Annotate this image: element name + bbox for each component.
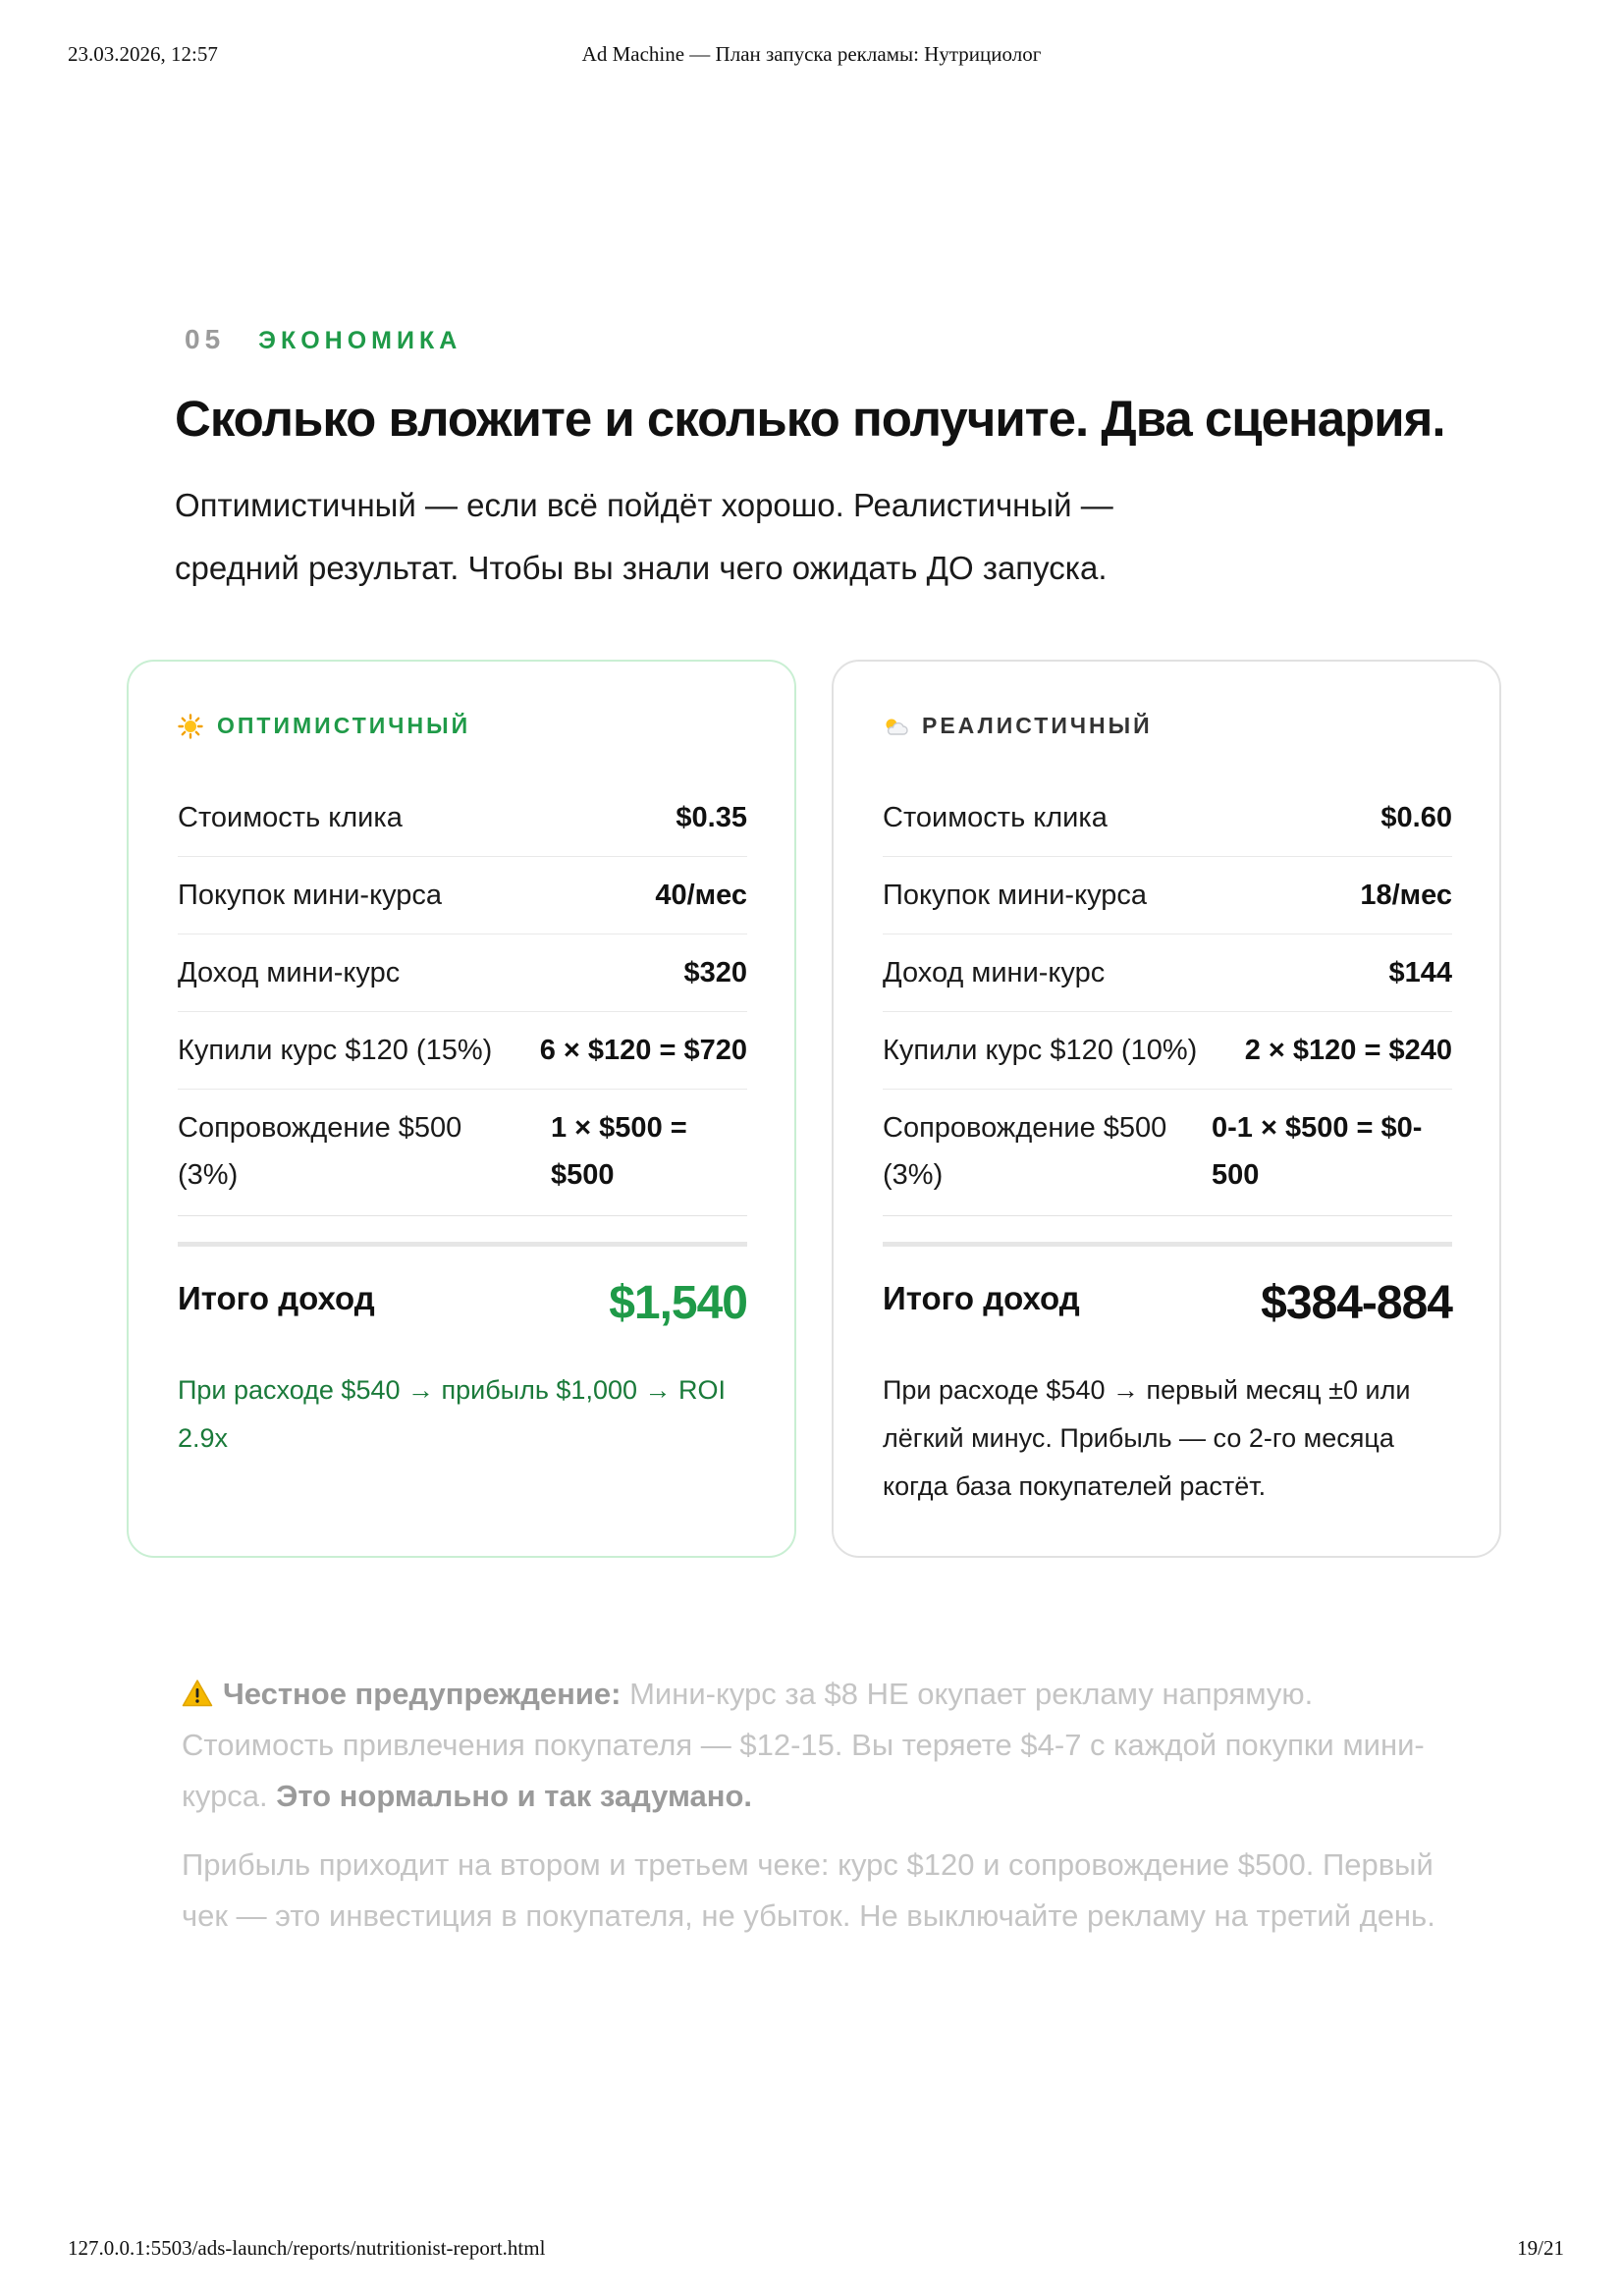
metric-label: Покупок мини-курса xyxy=(883,880,1148,911)
metrics-list xyxy=(178,779,747,1247)
metric-row xyxy=(178,779,747,857)
section-label: ЭКОНОМИКА xyxy=(258,327,462,354)
lead-line: средний результат. Чтобы вы знали чего ожидать ДО запуска. xyxy=(175,550,1108,586)
metric-row xyxy=(883,857,1452,934)
page-title: Сколько вложите и сколько получите. Два сценария. xyxy=(175,391,1445,447)
metric-value: $144 xyxy=(1388,957,1452,988)
metric-row xyxy=(178,1012,747,1090)
total-income xyxy=(178,1277,747,1368)
total-value: $384-884 xyxy=(1261,1277,1452,1329)
metric-label: Доход мини-курс xyxy=(178,957,401,988)
metric-label: Покупок мини-курса xyxy=(178,880,443,911)
realistic-scenario-card xyxy=(832,660,1501,1558)
lead-line: Оптимистичный — если всё пойдёт хорошо. Реалистичный — xyxy=(175,487,1113,523)
optimistic-scenario-card xyxy=(127,660,796,1558)
card-header xyxy=(883,713,1153,739)
page-number: 19/21 xyxy=(1517,2236,1564,2260)
metrics-list xyxy=(883,779,1452,1247)
honest-warning xyxy=(182,1669,1458,1959)
total-value: $1,540 xyxy=(609,1277,747,1329)
section-number: 05 xyxy=(185,324,226,354)
print-header xyxy=(0,0,1623,110)
metric-row xyxy=(883,779,1452,857)
metric-value: 18/мес xyxy=(1360,880,1452,911)
sun-icon xyxy=(178,714,203,739)
section-lead xyxy=(175,474,1353,600)
metric-row xyxy=(178,1090,747,1216)
metric-row xyxy=(883,1090,1452,1216)
roi-note: При расходе $540 → прибыль $1,000 → ROI 2.9x xyxy=(178,1375,726,1453)
metric-value: $320 xyxy=(683,957,747,988)
metric-row xyxy=(883,1012,1452,1090)
profit-note: При расходе $540 → первый месяц ±0 или лёгкий минус. Прибыль — со 2-го месяца когда база покупателей растёт. xyxy=(883,1375,1411,1501)
metric-row xyxy=(178,857,747,934)
warning-text: Мини-курс за $8 НЕ окупает рекламу напрямую. Стоимость привлечения покупателя — $12-15. Вы теряете $4-7 с каждой покупки мини-курса. xyxy=(182,1677,1425,1813)
warning-lead: Честное предупреждение: xyxy=(223,1677,622,1711)
metric-value: $0.60 xyxy=(1380,802,1452,833)
metric-label: Стоимость клика xyxy=(178,802,403,833)
warning-paragraph xyxy=(182,1669,1458,1822)
card-header xyxy=(178,713,470,739)
card-title: РЕАЛИСТИЧНЫЙ xyxy=(922,713,1153,738)
metric-value: 6 × $120 = $720 xyxy=(539,1035,747,1066)
warning-paragraph: Прибыль приходит на втором и третьем чеке: курс $120 и сопровождение $500. Первый чек — это инвестиция в покупателя, не убыток. Не выключайте рекламу на третий день. xyxy=(182,1847,1435,1933)
total-divider xyxy=(883,1242,1452,1247)
warning-emphasis: Это нормально и так задумано. xyxy=(276,1779,753,1813)
metric-value: 1 × $500 = $500 xyxy=(551,1112,687,1191)
metric-value: $0.35 xyxy=(676,802,747,833)
total-income xyxy=(883,1277,1452,1368)
total-label: Итого доход xyxy=(178,1280,375,1316)
total-label: Итого доход xyxy=(883,1280,1080,1316)
metric-value: 2 × $120 = $240 xyxy=(1244,1035,1452,1066)
metric-label: Стоимость клика xyxy=(883,802,1108,833)
total-divider xyxy=(178,1242,747,1247)
warning-icon xyxy=(182,1673,213,1702)
metric-row xyxy=(178,934,747,1012)
metric-label: Доход мини-курс xyxy=(883,957,1106,988)
metric-value: 40/мес xyxy=(655,880,747,911)
metric-label: Купили курс $120 (15%) xyxy=(178,1035,493,1066)
metric-label: Купили курс $120 (10%) xyxy=(883,1035,1198,1066)
metric-row xyxy=(883,934,1452,1012)
print-url: 127.0.0.1:5503/ads-launch/reports/nutritionist-report.html xyxy=(68,2236,546,2260)
metric-value: 0-1 × $500 = $0-500 xyxy=(1212,1112,1423,1191)
section-eyebrow xyxy=(185,324,461,355)
cloud-sun-icon xyxy=(883,714,908,739)
print-title: Ad Machine — План запуска рекламы: Нутрициолог xyxy=(581,42,1042,66)
print-datetime: 23.03.2026, 12:57 xyxy=(68,42,218,66)
metric-label: Сопровождение $500 (3%) xyxy=(883,1112,1167,1191)
card-title: ОПТИМИСТИЧНЫЙ xyxy=(217,713,471,738)
metric-label: Сопровождение $500 (3%) xyxy=(178,1112,462,1191)
